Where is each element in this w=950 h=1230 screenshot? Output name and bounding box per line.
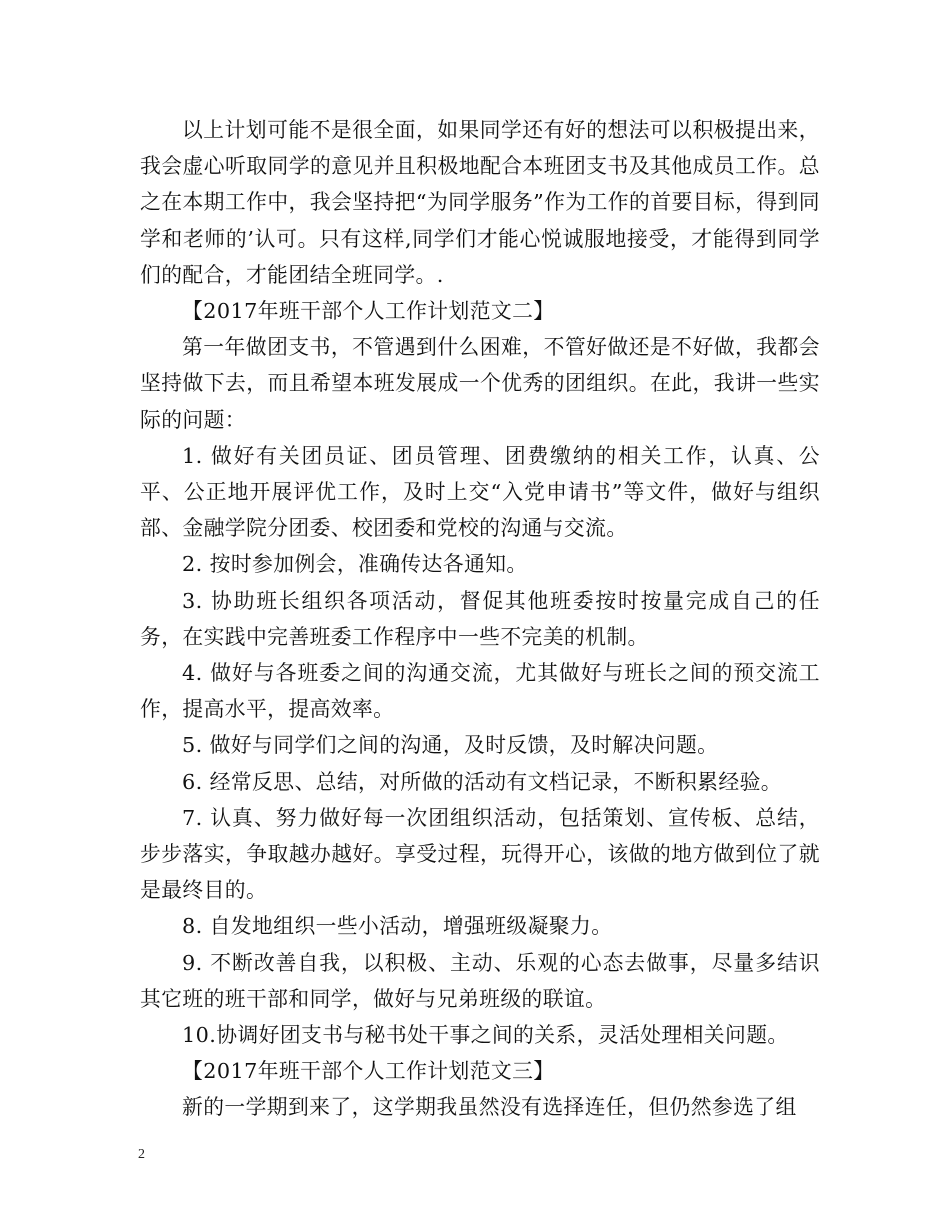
list-item-1: 1. 做好有关团员证、团员管理、团费缴纳的相关工作，认真、公平、公正地开展评优工作，及时上交“入党申请书”等文件，做好与组织部、金融学院分团委、校团委和党校的沟通与交流。 bbox=[140, 443, 820, 541]
paragraph-intro: 第一年做团支书，不管遇到什么困难，不管好做还是不好做，我都会坚持做下去，而且希望本班发展成一个优秀的团组织。在此，我讲一些实际的问题： bbox=[140, 335, 820, 432]
list-item-5: 5. 做好与同学们之间的沟通，及时反馈，及时解决问题。 bbox=[182, 733, 719, 758]
list-item-9: 9. 不断改善自我，以积极、主动、乐观的心态去做事，尽量多结识其它班的班干部和同学，做好与兄弟班级的联谊。 bbox=[140, 950, 820, 1011]
document-body bbox=[140, 112, 820, 1126]
section-heading-2: 【2017年班干部个人工作计划范文二】 bbox=[182, 299, 555, 324]
section-heading-3: 【2017年班干部个人工作计划范文三】 bbox=[182, 1059, 555, 1084]
list-item-7: 7. 认真、努力做好每一次团组织活动，包括策划、宣传板、总结，步步落实，争取越办越好。享受过程，玩得开心，该做的地方做到位了就是最终目的。 bbox=[140, 805, 820, 903]
list-item-3: 3. 协助班长组织各项活动，督促其他班委按时按量完成自己的任务，在实践中完善班委工作程序中一些不完美的机制。 bbox=[140, 588, 820, 649]
paragraph-new-semester: 新的一学期到来了，这学期我虽然没有选择连任，但仍然参选了组 bbox=[182, 1095, 797, 1120]
list-item-10: 10.协调好团支书与秘书处干事之间的关系，灵活处理相关问题。 bbox=[182, 1023, 789, 1048]
paragraph-conclusion: 以上计划可能不是很全面，如果同学还有好的想法可以积极提出来，我会虚心听取同学的意见并且积极地配合本班团支书及其他成员工作。总之在本期工作中，我会坚持把“为同学服务”作为工作的首要目标，得到同学和老师的’认可。只有这样,同学们才能心悦诚服地接受，才能得到同学们的配合，才能团结全班同学。. bbox=[140, 118, 820, 287]
list-item-6: 6. 经常反思、总结，对所做的活动有文档记录，不断积累经验。 bbox=[182, 769, 782, 794]
list-item-4: 4. 做好与各班委之间的沟通交流，尤其做好与班长之间的预交流工作，提高水平，提高效率。 bbox=[140, 661, 820, 722]
list-item-2: 2. 按时参加例会，准确传达各通知。 bbox=[182, 552, 528, 577]
list-item-8: 8. 自发地组织一些小活动，增强班级凝聚力。 bbox=[182, 914, 613, 939]
page-number: 2 bbox=[138, 1147, 145, 1162]
